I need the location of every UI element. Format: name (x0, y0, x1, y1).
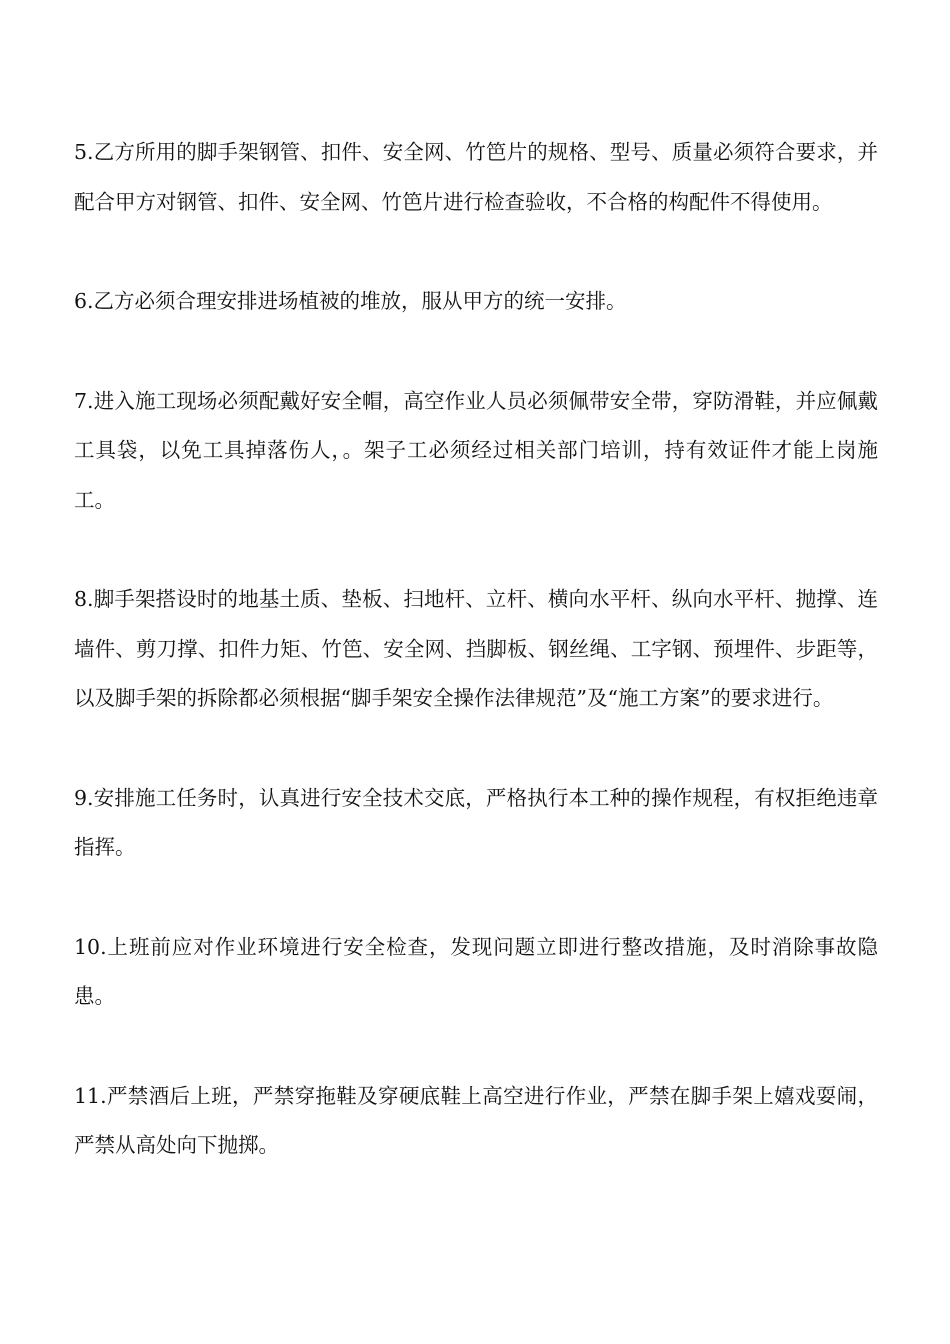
document-body (74, 128, 878, 1221)
clause-7: 7.进入施工现场必须配戴好安全帽，高空作业人员必须佩带安全带，穿防滑鞋，并应佩戴工具袋，以免工具掉落伤人，。架子工必须经过相关部门培训，持有效证件才能上岗施工。 (74, 388, 878, 512)
clause-5: 5.乙方所用的脚手架钢管、扣件、安全网、竹笆片的规格、型号、质量必须符合要求，并配合甲方对钢管、扣件、安全网、竹笆片进行检查验收，不合格的构配件不得使用。 (74, 140, 878, 214)
clause-6: 6.乙方必须合理安排进场植被的堆放，服从甲方的统一安排。 (74, 289, 627, 313)
clause-8: 8.脚手架搭设时的地基土质、垫板、扫地杆、立杆、横向水平杆、纵向水平杆、抛撑、连墙件、剪刀撑、扣件力矩、竹笆、安全网、挡脚板、钢丝绳、工字钢、预埋件、步距等，以及脚手架的拆除都必须根据“脚手架安全操作法律规范”及“施工方案”的要求进行。 (74, 587, 878, 710)
clause-9: 9.安排施工任务时，认真进行安全技术交底，严格执行本工种的操作规程，有权拒绝违章指挥。 (74, 785, 878, 859)
clause-11: 11.严禁酒后上班，严禁穿拖鞋及穿硬底鞋上高空进行作业，严禁在脚手架上嬉戏耍闹，严禁从高处向下抛掷。 (74, 1083, 878, 1157)
clause-10: 10.上班前应对作业环境进行安全检查，发现问题立即进行整改措施，及时消除事故隐患。 (74, 934, 878, 1008)
